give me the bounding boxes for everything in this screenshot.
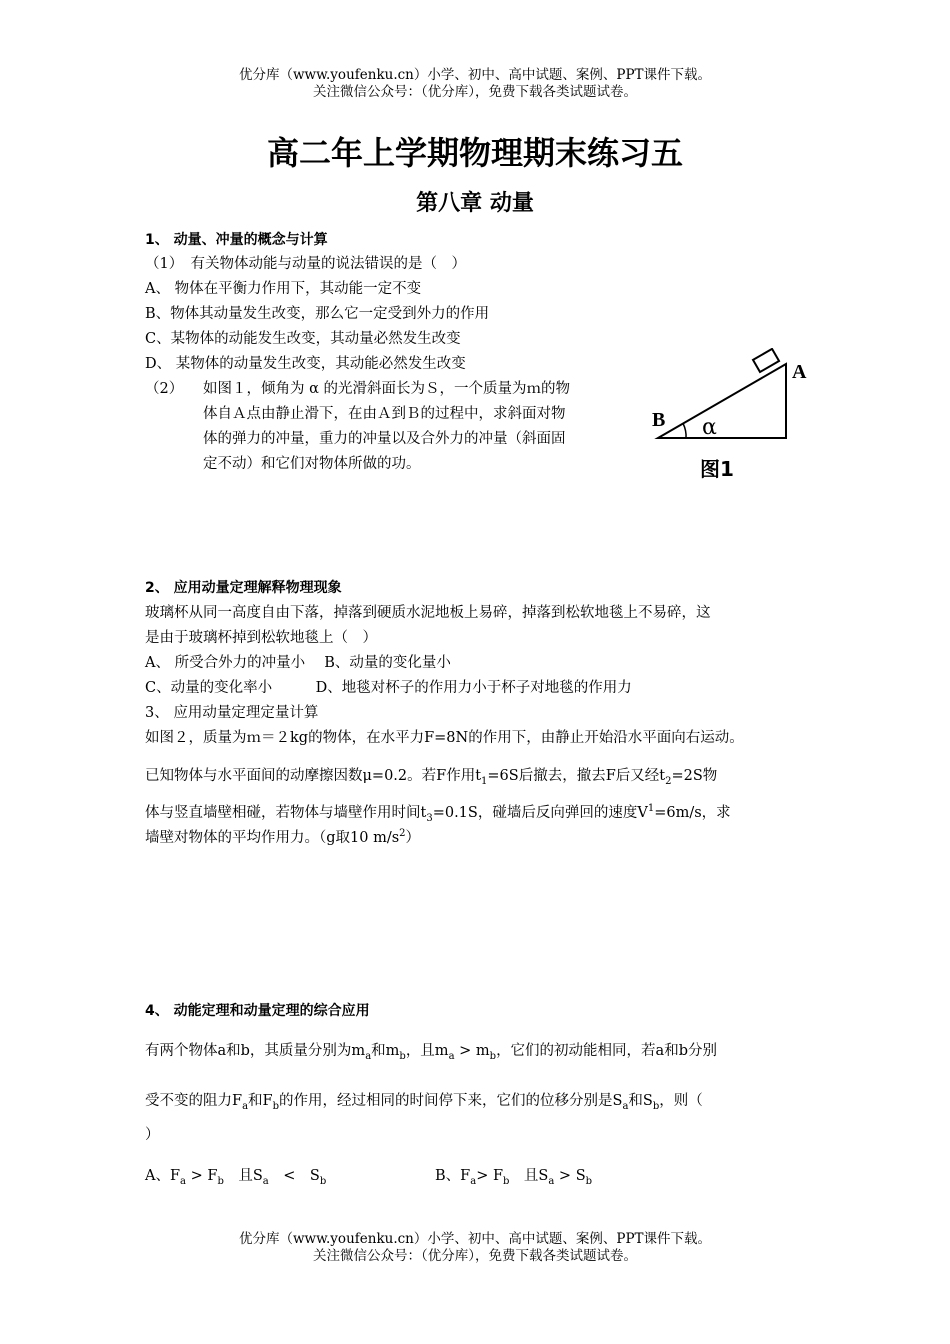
chapter-title: 第八章 动量 [416,191,534,216]
header-line-1: 优分库（www.youfenku.cn）小学、初中、高中试题、案例、PPT课件下载。 [238,67,712,83]
section-3-line-4: 墙壁对物体的平均作用力。（g取10 $m/s^2$） [145,828,421,846]
figure-caption: 图1 [700,457,734,481]
section-4-line-1: 有两个物体a和b，其质量分别为$m_a$和$m_b$，且$m_a > m_b$，它们的初动能相同，若a和b分别 [145,1043,717,1062]
section-2-heading: 2、 应用动量定理解释物理现象 [145,580,342,596]
section-3-line-1: 如图２，质量为ｍ＝２kg的物体，在水平力F=8N的作用下，由静止开始沿水平面向右运动。 [145,730,744,746]
header-line-2: 关注微信公众号：（优分库），免费下载各类试题试卷。 [313,84,637,100]
question-1-2-label: （2） [145,381,184,397]
question-1-1: （1） 有关物体动能与动量的说法错误的是（ ） [145,256,466,272]
option-a: A、 物体在平衡力作用下，其动能一定不变 [145,281,422,297]
section-2-options-ab: A、 所受合外力的冲量小 B、动量的变化量小 [145,655,451,671]
question-1-2-line-3: 体的弹力的冲量，重力的冲量以及合外力的冲量（斜面固 [203,431,566,447]
section-2-line-2: 是由于玻璃杯掉到松软地毯上（ ） [145,630,377,646]
section-3-line-2: 已知物体与水平面间的动摩擦因数μ=0.2。若F作用$t_1=6S$后撤去，撤去F后又经$t_2=2S$物 [145,768,718,787]
section-2-options-cd: C、动量的变化率小 D、地毯对杯子的作用力小于杯子对地毯的作用力 [145,680,632,696]
figure-1-incline [640,348,820,488]
page-footer [0,1231,950,1265]
section-4-option-a: A、$F_a > F_b$ 且$S_a$ < $S_b$ [145,1168,327,1187]
option-b: B、物体其动量发生改变，那么它一定受到外力的作用 [145,306,490,322]
angle-arc [683,424,686,438]
question-1-2-line-4: 定不动）和它们对物体所做的功。 [203,456,421,472]
section-1-heading: 1、 动量、冲量的概念与计算 [145,232,328,248]
question-1-2-line-1: 如图１，倾角为 α 的光滑斜面长为Ｓ，一个质量为ｍ的物 [203,381,571,397]
label-alpha: α [702,415,717,440]
section-3-line-3: 体与竖直墙壁相碰，若物体与墙壁作用时间$t_3=0.1S$，碰墙后反向弹回的速度$V^1=6m/s$，求 [145,803,731,824]
section-4-line-3: ） [145,1127,160,1143]
block [753,349,779,372]
option-c: C、某物体的动能发生改变，其动量必然发生改变 [145,331,461,347]
question-1-2-line-2: 体自Ａ点由静止滑下，在由Ａ到Ｂ的过程中，求斜面对物 [203,406,566,422]
incline-triangle [658,364,786,438]
label-b: B [652,409,666,431]
section-4-heading: 4、 动能定理和动量定理的综合应用 [145,1003,370,1019]
section-4-line-2: 受不变的阻力$F_a$和$F_b$的作用，经过相同的时间停下来，它们的位移分别是$S_a$和$S_b$，则（ [145,1093,703,1112]
footer-line-1: 优分库（www.youfenku.cn）小学、初中、高中试题、案例、PPT课件下载。 [238,1231,712,1247]
option-d: D、 某物体的动量发生改变，其动能必然发生改变 [145,356,466,372]
page-title: 高二年上学期物理期末练习五 [266,134,683,172]
footer-line-2: 关注微信公众号：（优分库），免费下载各类试题试卷。 [313,1248,637,1264]
label-a: A [792,361,807,383]
page-header [0,67,950,101]
section-4-option-b: B、$F_a> F_b$ 且$S_a > S_b$ [435,1168,593,1187]
section-2-line-1: 玻璃杯从同一高度自由下落，掉落到硬质水泥地板上易碎，掉落到松软地毯上不易碎，这 [145,605,711,621]
section-3-heading: 3、 应用动量定理定量计算 [145,705,319,721]
